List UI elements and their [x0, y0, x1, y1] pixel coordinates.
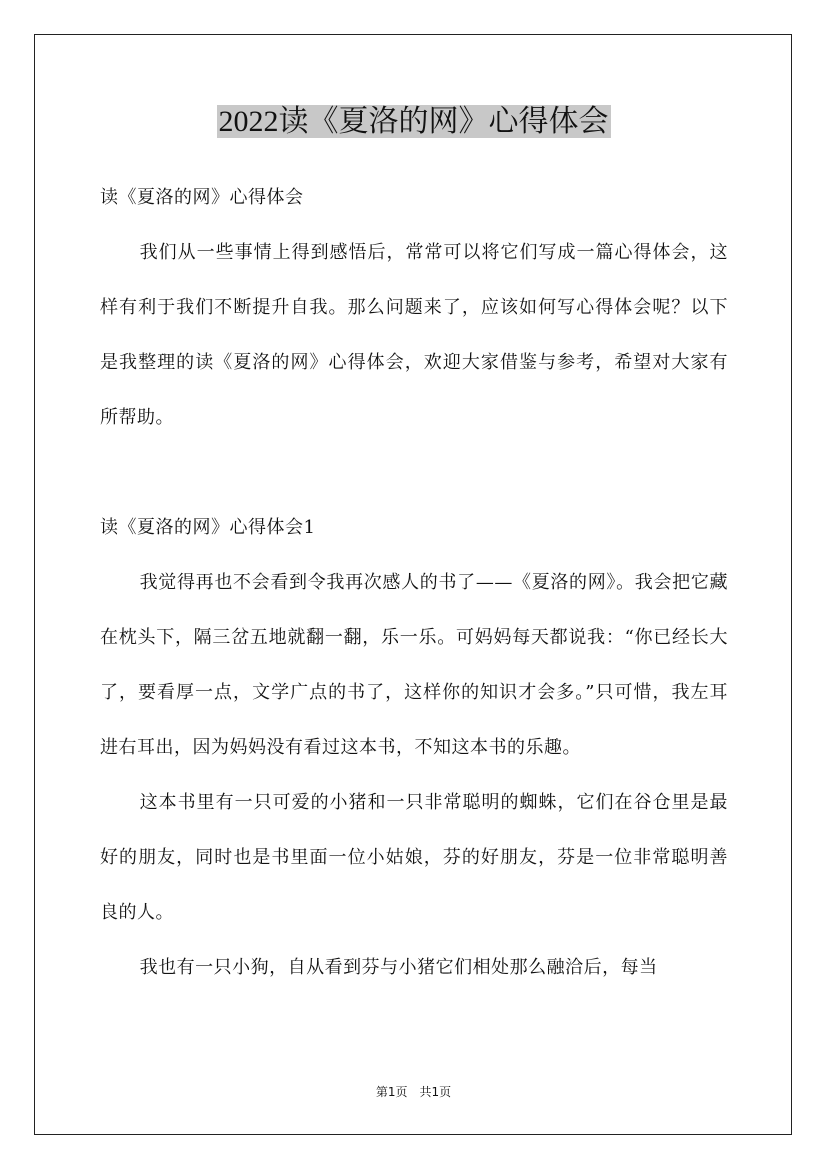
document-title: [0, 100, 827, 144]
section-spacer: [100, 445, 728, 500]
section-heading: 读《夏洛的网》心得体会1: [100, 517, 316, 538]
intro-heading: 读《夏洛的网》心得体会: [100, 187, 304, 208]
intro-paragraph: 我们从一些事情上得到感悟后，常常可以将它们写成一篇心得体会，这样有利于我们不断提升自我。那么问题来了，应该如何写心得体会呢？以下是我整理的读《夏洛的网》心得体会，欢迎大家借鉴与参考，希望对大家有所帮助。: [100, 242, 728, 428]
document-body: [100, 170, 728, 995]
page-number-text: 第1页 共1页: [375, 1085, 452, 1099]
body-paragraph-1: 我觉得再也不会看到令我再次感人的书了——《夏洛的网》。我会把它藏在枕头下，隔三岔五地就翻一翻，乐一乐。可妈妈每天都说我：“你已经长大了，要看厚一点，文学广点的书了，这样你的知识才会多。”只可惜，我左耳进右耳出，因为妈妈没有看过这本书，不知这本书的乐趣。: [100, 572, 728, 758]
body-paragraph-3: 我也有一只小狗，自从看到芬与小猪它们相处那么融洽后，每当: [139, 957, 658, 978]
body-paragraph-2: 这本书里有一只可爱的小猪和一只非常聪明的蜘蛛，它们在谷仓里是最好的朋友，同时也是书里面一位小姑娘，芬的好朋友，芬是一位非常聪明善良的人。: [100, 792, 728, 923]
document-title-text: 2022读《夏洛的网》心得体会: [218, 105, 609, 138]
page-footer: [0, 1084, 827, 1100]
